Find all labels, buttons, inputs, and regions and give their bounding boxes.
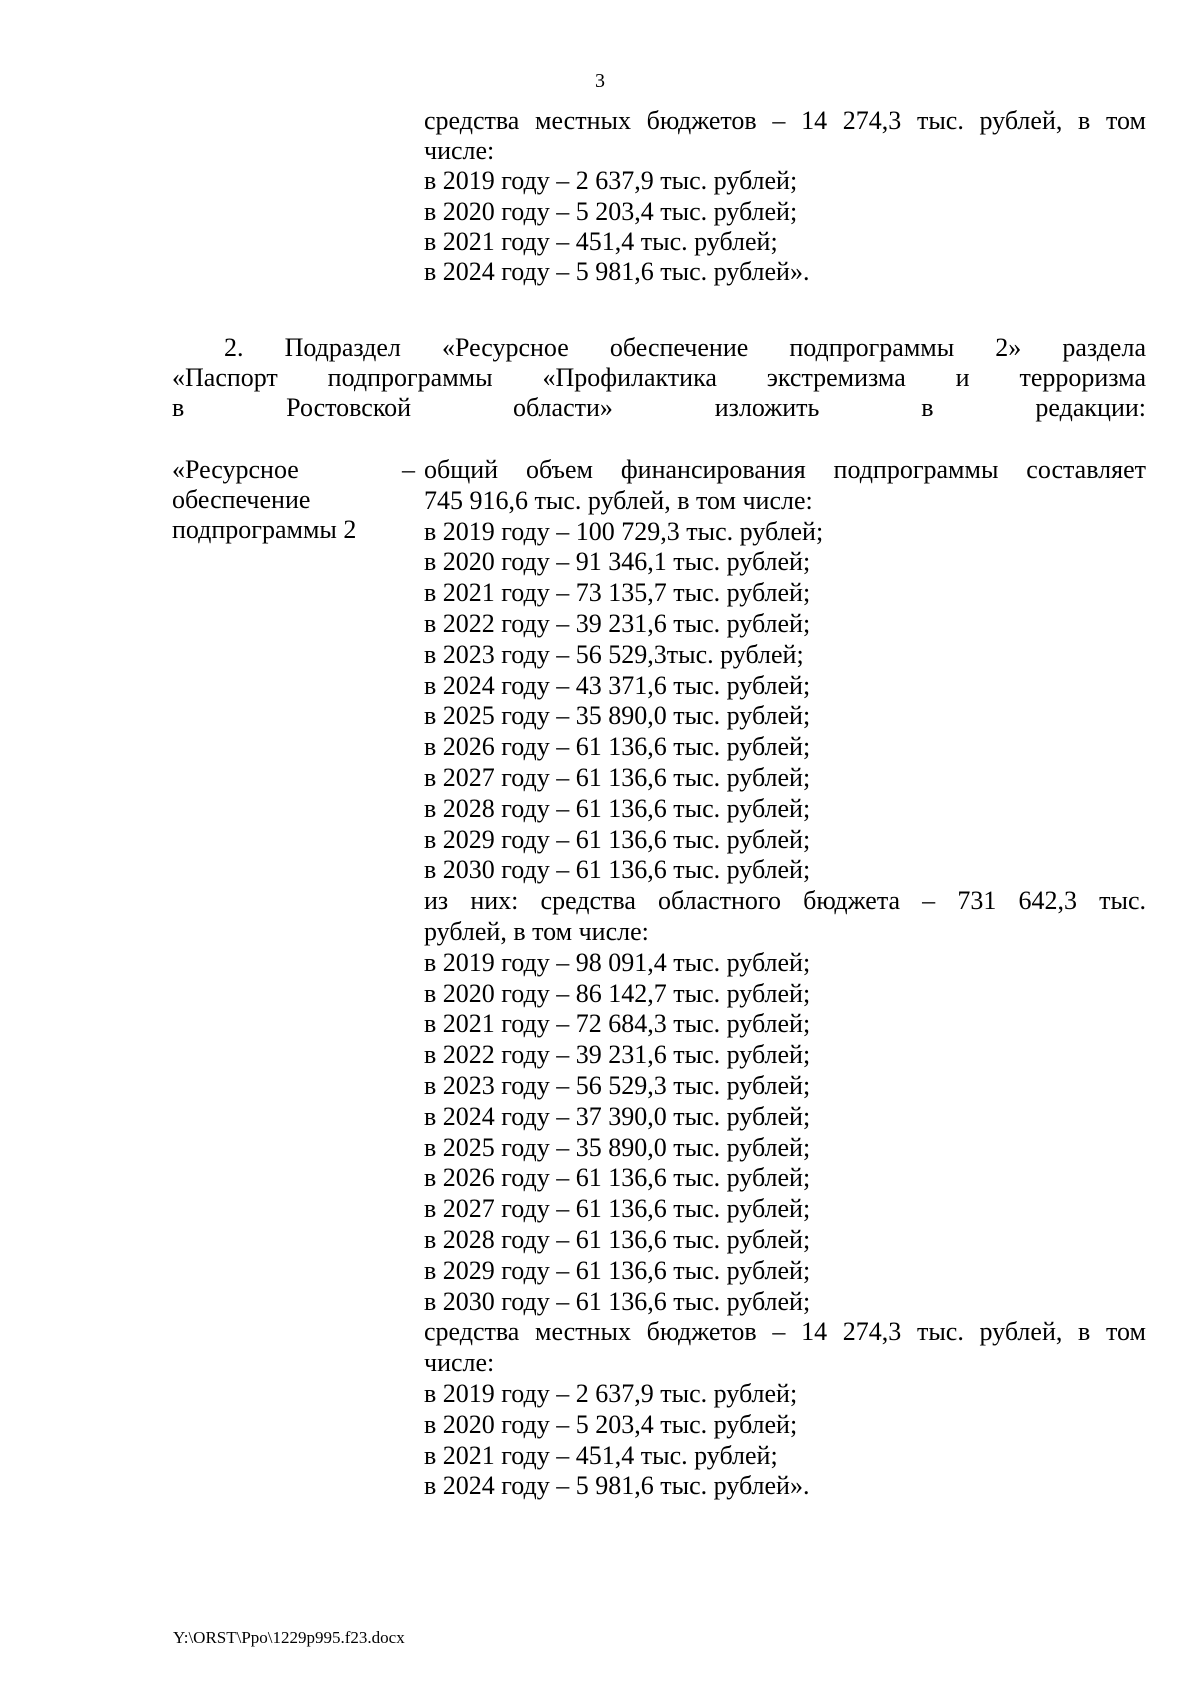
year-amount: в 2030 году – 61 136,6 тыс. рублей; xyxy=(424,1286,811,1316)
top-block-line: в 2024 году – 5 981,6 тыс. рублей». xyxy=(424,257,810,287)
year-amount: в 2026 году – 61 136,6 тыс. рублей; xyxy=(424,732,811,762)
funding-details-cell xyxy=(424,455,1146,1502)
top-block-line: в 2019 году – 2 637,9 тыс. рублей; xyxy=(424,166,798,196)
year-amount: в 2021 году – 73 135,7 тыс. рублей; xyxy=(424,578,811,608)
year-amount: в 2019 году – 100 729,3 тыс. рублей; xyxy=(424,516,824,546)
year-amount: в 2019 году – 98 091,4 тыс. рублей; xyxy=(424,947,811,977)
year-amount: в 2025 году – 35 890,0 тыс. рублей; xyxy=(424,1132,811,1162)
year-amount: в 2022 году – 39 231,6 тыс. рублей; xyxy=(424,608,811,638)
year-amount: в 2022 году – 39 231,6 тыс. рублей; xyxy=(424,1040,811,1070)
year-amount: в 2020 году – 86 142,7 тыс. рублей; xyxy=(424,978,811,1008)
year-amount: в 2020 году – 91 346,1 тыс. рублей; xyxy=(424,547,811,577)
regional-budget-line: из них: средства областного бюджета – 731 642,3 тыс. xyxy=(424,886,1146,916)
year-amount: в 2030 году – 61 136,6 тыс. рублей; xyxy=(424,855,811,885)
section-title-line: обеспечение xyxy=(172,485,311,515)
top-local-budget-line: средства местных бюджетов – 14 274,3 тыс. рублей, в том xyxy=(424,106,1146,135)
total-funding-line: 745 916,6 тыс. рублей, в том числе: xyxy=(424,485,813,515)
page-number: 3 xyxy=(595,70,605,92)
year-amount: в 2029 году – 61 136,6 тыс. рублей; xyxy=(424,1255,811,1285)
year-amount: в 2029 году – 61 136,6 тыс. рублей; xyxy=(424,824,811,854)
top-funding-block xyxy=(424,106,1146,287)
total-years-list xyxy=(424,517,1146,887)
year-amount: в 2025 году – 35 890,0 тыс. рублей; xyxy=(424,701,811,731)
top-block-line: числе: xyxy=(424,136,495,166)
top-block-line: в 2021 году – 451,4 тыс. рублей; xyxy=(424,226,778,256)
year-amount: в 2023 году – 56 529,3тыс. рублей; xyxy=(424,639,804,669)
year-amount: в 2024 году – 5 981,6 тыс. рублей». xyxy=(424,1471,810,1501)
year-amount: в 2019 году – 2 637,9 тыс. рублей; xyxy=(424,1378,798,1408)
paragraph-line: в Ростовской области» изложить в редакции: xyxy=(172,393,1146,423)
top-block-line: в 2020 году – 5 203,4 тыс. рублей; xyxy=(424,196,798,226)
year-amount: в 2020 году – 5 203,4 тыс. рублей; xyxy=(424,1409,798,1439)
local-budget-line: числе: xyxy=(424,1348,495,1378)
year-amount: в 2026 году – 61 136,6 тыс. рублей; xyxy=(424,1163,811,1193)
regional-budget-line: рублей, в том числе: xyxy=(424,916,649,946)
year-amount: в 2027 году – 61 136,6 тыс. рублей; xyxy=(424,762,811,792)
paragraph-line: «Паспорт подпрограммы «Профилактика экстремизма и терроризма xyxy=(172,363,1146,393)
local-years-list xyxy=(424,1379,1146,1502)
separator-dash: – xyxy=(402,455,415,484)
year-amount: в 2021 году – 451,4 тыс. рублей; xyxy=(424,1440,778,1470)
year-amount: в 2024 году – 37 390,0 тыс. рублей; xyxy=(424,1101,811,1131)
year-amount: в 2021 году – 72 684,3 тыс. рублей; xyxy=(424,1009,811,1039)
year-amount: в 2028 году – 61 136,6 тыс. рублей; xyxy=(424,1224,811,1254)
year-amount: в 2028 году – 61 136,6 тыс. рублей; xyxy=(424,793,811,823)
amendment-paragraph xyxy=(172,333,1146,424)
local-budget-line: средства местных бюджетов – 14 274,3 тыс. рублей, в том xyxy=(424,1317,1146,1347)
paragraph-line: 2. Подраздел «Ресурсное обеспечение подпрограммы 2» раздела xyxy=(224,333,1146,362)
section-title-line: «Ресурсное xyxy=(172,455,299,484)
year-amount: в 2023 году – 56 529,3 тыс. рублей; xyxy=(424,1070,811,1100)
total-funding-line: общий объем финансирования подпрограммы составляет xyxy=(424,455,1146,484)
year-amount: в 2024 году – 43 371,6 тыс. рублей; xyxy=(424,670,811,700)
file-path-footer: Y:\ORST\Ppo\1229p995.f23.docx xyxy=(173,1628,405,1647)
regional-years-list xyxy=(424,948,1146,1318)
section-title-line: подпрограммы 2 xyxy=(172,515,357,545)
section-title-cell xyxy=(172,455,392,546)
year-amount: в 2027 году – 61 136,6 тыс. рублей; xyxy=(424,1194,811,1224)
